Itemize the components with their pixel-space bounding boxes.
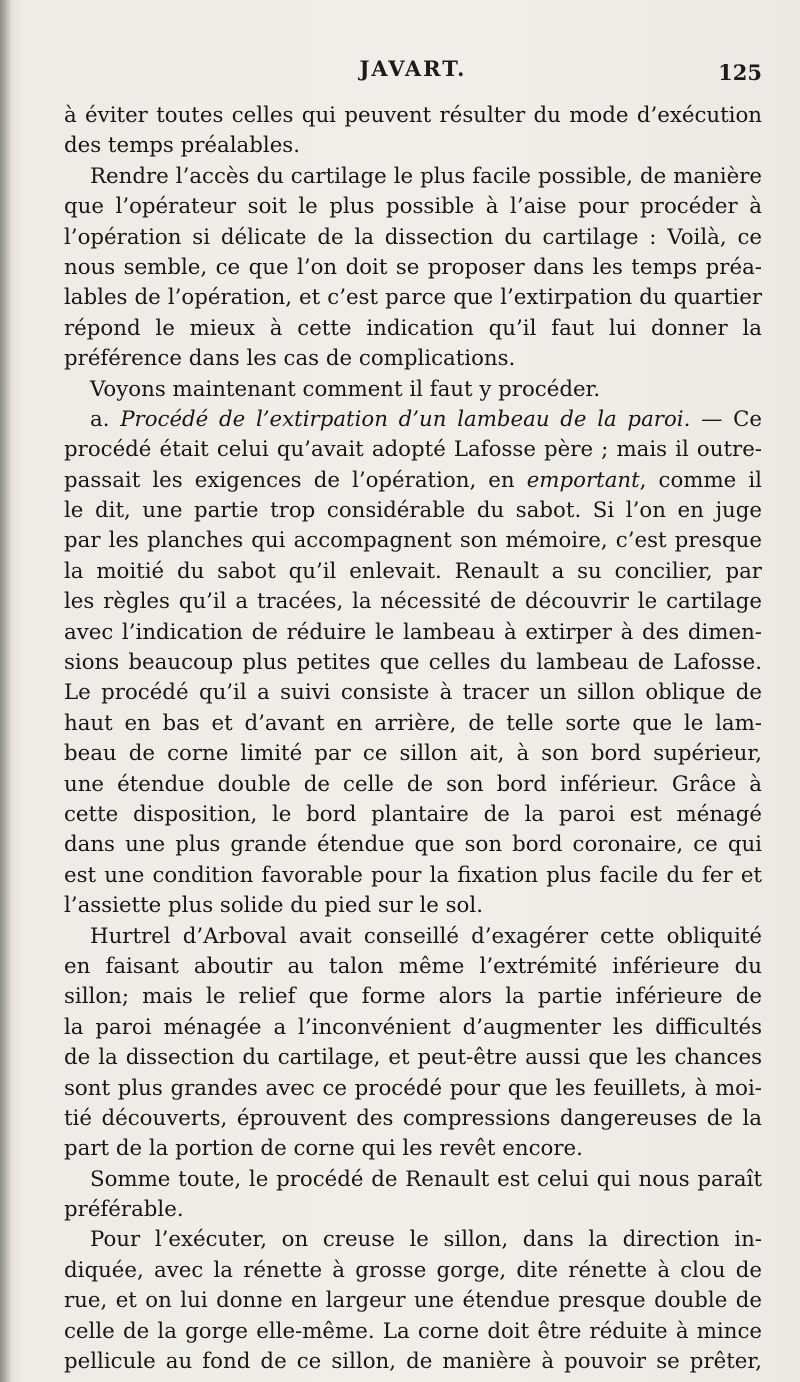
text-run: passait les exigences de l’opération, en	[64, 467, 527, 493]
text-line	[64, 1225, 762, 1255]
text-run: Somme toute, le procédé de Renault est celui qui nous paraît	[90, 1166, 762, 1192]
text-line	[64, 739, 762, 769]
text-line	[64, 922, 762, 952]
body-text	[64, 101, 762, 1377]
text-line	[64, 587, 762, 617]
text-run: Le procédé qu’il a suivi consiste à tracer un sillon oblique de	[64, 680, 762, 706]
text-run: les règles qu’il a tracées, la nécessité de découvrir le cartilage	[64, 589, 762, 615]
text-run: tié découverts, éprouvent des compressions dangereuses de la	[64, 1105, 762, 1131]
text-run: pellicule au fond de ce sillon, de manière à pouvoir se prêter,	[64, 1349, 762, 1375]
text-run: que l’opérateur soit le plus possible à l’aise pour procéder à	[64, 194, 762, 220]
text-run: — Ce	[690, 406, 762, 432]
text-run: par les planches qui accompagnent son mémoire, c’est presque	[64, 528, 762, 554]
text-run: Hurtrel d’Arboval avait conseillé d’exagérer cette obliquité	[90, 923, 762, 949]
text-run: l’opération si délicate de la dissection du cartilage : Voilà, ce	[64, 224, 762, 250]
page-header	[64, 56, 762, 90]
text-line	[64, 314, 762, 344]
text-run: beau de corne limité par ce sillon ait, à son bord supérieur,	[64, 741, 762, 767]
text-line	[64, 952, 762, 982]
text-run: haut en bas et d’avant en arrière, de telle sorte que le lam-	[64, 710, 762, 736]
text-line	[64, 800, 762, 830]
text-line	[64, 891, 762, 921]
text-line	[64, 1074, 762, 1104]
text-line	[64, 1317, 762, 1347]
text-run: lables de l’opération, et c’est parce que l’extirpation du quartier	[64, 285, 762, 311]
text-run: Pour l’exécuter, on creuse le sillon, dans la direction in-	[90, 1227, 762, 1253]
text-line	[64, 618, 762, 648]
text-run: répond le mieux à cette indication qu’il faut lui donner la	[64, 315, 762, 341]
text-line	[64, 1347, 762, 1377]
text-line	[64, 375, 762, 405]
text-line	[64, 678, 762, 708]
text-line	[64, 830, 762, 860]
text-line	[64, 223, 762, 253]
text-line	[64, 648, 762, 678]
text-run: de la dissection du cartilage, et peut-être aussi que les chances	[64, 1045, 762, 1071]
text-line	[64, 861, 762, 891]
text-run: sions beaucoup plus petites que celles du lambeau de Lafosse.	[64, 650, 762, 676]
text-line	[64, 283, 762, 313]
text-run: sont plus grandes avec ce procédé pour que les feuillets, à moi-	[64, 1075, 762, 1101]
text-line	[64, 1256, 762, 1286]
text-run: à éviter toutes celles qui peuvent résulter du mode d’exécution	[64, 103, 762, 128]
text-run: nous semble, ce que l’on doit se proposer dans les temps préa-	[64, 254, 762, 280]
text-run: , comme il	[639, 467, 762, 493]
text-line	[64, 1195, 762, 1225]
text-line	[64, 1165, 762, 1195]
text-run: préférence dans les cas de complications.	[64, 346, 516, 372]
text-line	[64, 770, 762, 800]
text-line	[64, 101, 762, 131]
text-run: est une condition favorable pour la fixation plus facile du fer et	[64, 862, 762, 888]
text-run: l’assiette plus solide du pied sur le sol.	[64, 893, 483, 919]
text-run: avec l’indication de réduire le lambeau à extirper à des dimen-	[64, 619, 762, 645]
text-line	[64, 1013, 762, 1043]
text-run: diquée, avec la rénette à grosse gorge, dite rénette à clou de	[64, 1257, 762, 1283]
text-line	[64, 1104, 762, 1134]
text-line	[64, 982, 762, 1012]
text-line	[64, 344, 762, 374]
italic-text: emportant	[526, 467, 640, 493]
text-line	[64, 1134, 762, 1164]
text-line	[64, 162, 762, 192]
text-run: Rendre l’accès du cartilage le plus facile possible, de manière	[90, 163, 762, 189]
text-run: en faisant aboutir au talon même l’extrémité inférieure du	[64, 953, 762, 979]
text-line	[64, 1043, 762, 1073]
italic-text: Procédé de l’extirpation d’un lambeau de la paroi.	[120, 406, 691, 432]
page-number: 125	[718, 60, 762, 85]
text-run: rue, et on lui donne en largeur une étendue presque double de	[64, 1288, 762, 1314]
text-run: la paroi ménagée a l’inconvénient d’augmenter les difficultés	[64, 1014, 762, 1040]
text-line	[64, 192, 762, 222]
text-run: cette disposition, le bord plantaire de la paroi est ménagé	[64, 801, 762, 827]
text-run: Voyons maintenant comment il faut y procéder.	[90, 376, 601, 402]
running-title: JAVART.	[359, 56, 467, 81]
text-run: une étendue double de celle de son bord inférieur. Grâce à	[64, 771, 762, 797]
text-line	[64, 557, 762, 587]
text-run: sillon; mais le relief que forme alors la partie inférieure de	[64, 984, 762, 1010]
text-run: celle de la gorge elle-même. La corne doit être réduite à mince	[64, 1318, 762, 1344]
text-line	[64, 526, 762, 556]
text-line	[64, 131, 762, 161]
text-run: le dit, une partie trop considérable du sabot. Si l’on en juge	[64, 498, 762, 524]
text-line	[64, 405, 762, 435]
text-run: procédé était celui qu’avait adopté Lafosse père ; mais il outre-	[64, 437, 762, 463]
text-run: dans une plus grande étendue que son bord coronaire, ce qui	[64, 832, 762, 858]
text-line	[64, 253, 762, 283]
text-line	[64, 466, 762, 496]
text-run: préférable.	[64, 1197, 184, 1223]
text-line	[64, 435, 762, 465]
text-run: des temps préalables.	[64, 133, 300, 159]
text-run: la moitié du sabot qu’il enlevait. Renault a su concilier, par	[64, 558, 762, 584]
text-line	[64, 709, 762, 739]
text-line	[64, 1286, 762, 1316]
text-run: a.	[90, 406, 121, 432]
text-line	[64, 496, 762, 526]
text-run: part de la portion de corne qui les revêt encore.	[64, 1136, 583, 1162]
